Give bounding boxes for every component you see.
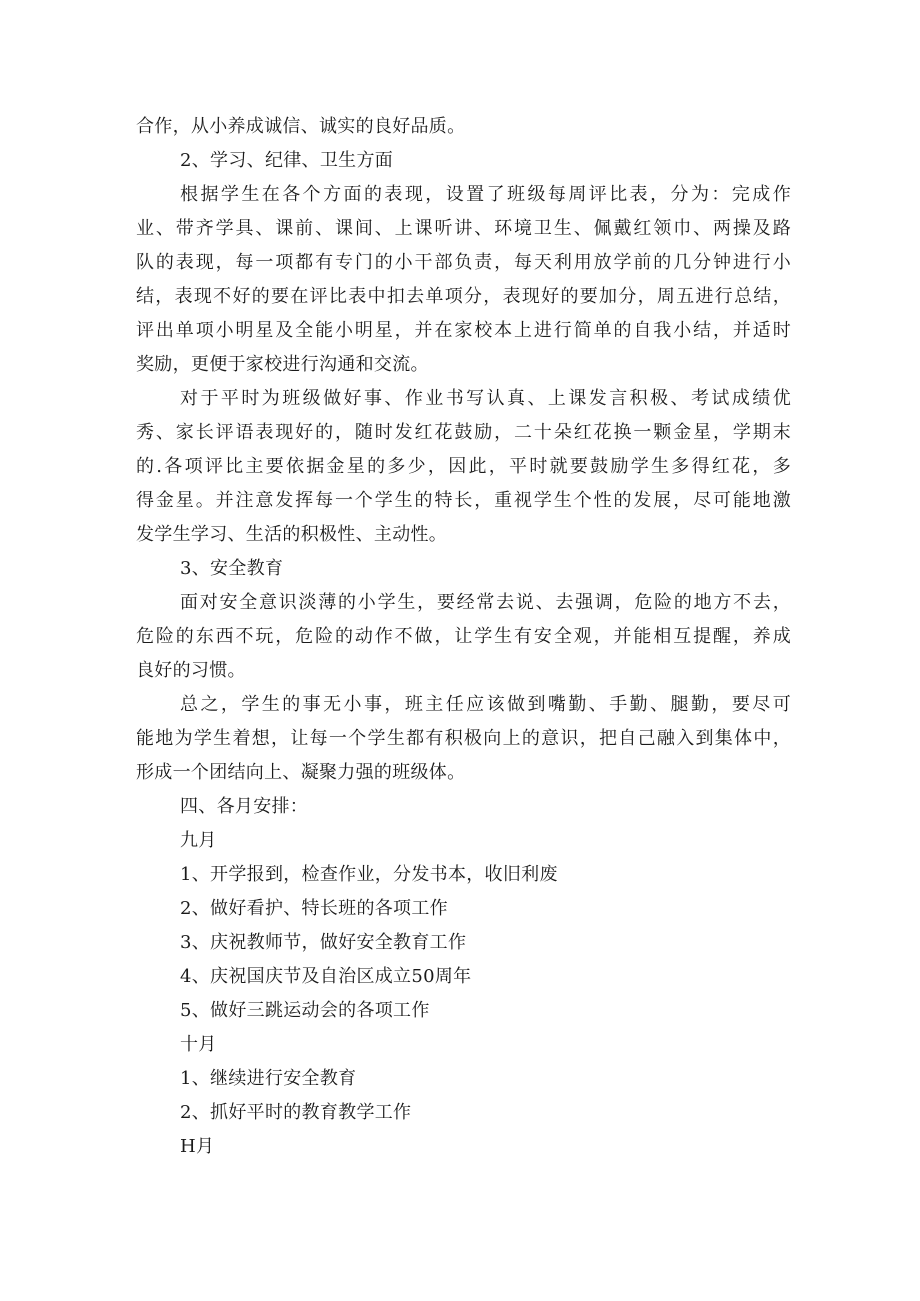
paragraph-line: 总之，学生的事无小事，班主任应该做到嘴勤、手勤、腿勤，要尽可 — [180, 694, 791, 715]
paragraph-line: 发学生学习、生活的积极性、主动性。 — [136, 524, 448, 545]
section-heading-study-discipline: 2、学习、纪律、卫生方面 — [180, 150, 394, 171]
paragraph-line: 奖励，更便于家校进行沟通和交流。 — [136, 354, 429, 375]
list-item: 1、开学报到，检查作业，分发书本，收旧利废 — [180, 864, 558, 885]
paragraph-line: 面对安全意识淡薄的小学生，要经常去说、去强调，危险的地方不去， — [180, 592, 791, 613]
paragraph-line: 队的表现，每一项都有专门的小干部负责，每天利用放学前的几分钟进行小 — [136, 252, 791, 273]
paragraph-line: 能地为学生着想，让每一个学生都有积极向上的意识，把自己融入到集体中， — [136, 728, 791, 749]
paragraph-line: 业、带齐学具、课前、课间、上课听讲、环境卫生、佩戴红领巾、两操及路 — [136, 218, 791, 239]
paragraph-line: 秀、家长评语表现好的，随时发红花鼓励，二十朵红花换一颗金星，学期末 — [136, 422, 791, 443]
paragraph-line: 根据学生在各个方面的表现，设置了班级每周评比表，分为：完成作 — [180, 184, 791, 205]
paragraph-line: 危险的东西不玩，危险的动作不做，让学生有安全观，并能相互提醒，养成 — [136, 626, 791, 647]
month-heading-september: 九月 — [180, 830, 217, 851]
list-item: 1、继续进行安全教育 — [180, 1068, 357, 1089]
paragraph-line: 形成一个团结向上、凝聚力强的班级体。 — [136, 762, 466, 783]
list-item: 2、做好看护、特长班的各项工作 — [180, 898, 448, 919]
list-item: 2、抓好平时的教育教学工作 — [180, 1102, 412, 1123]
paragraph-line: 的.各项评比主要依据金星的多少，因此，平时就要鼓励学生多得红花，多 — [136, 456, 791, 477]
list-item: 4、庆祝国庆节及自治区成立50周年 — [180, 966, 472, 987]
paragraph-line: 合作，从小养成诚信、诚实的良好品质。 — [136, 116, 466, 137]
list-item: 5、做好三跳运动会的各项工作 — [180, 1000, 430, 1021]
document-body — [136, 110, 791, 1164]
month-heading-november: H月 — [180, 1136, 215, 1157]
paragraph-line: 评出单项小明星及全能小明星，并在家校本上进行简单的自我小结，并适时 — [136, 320, 791, 341]
month-heading-october: 十月 — [180, 1034, 217, 1055]
paragraph-line: 良好的习惯。 — [136, 660, 246, 681]
section-heading-safety: 3、安全教育 — [180, 558, 284, 579]
paragraph-line: 结，表现不好的要在评比表中扣去单项分，表现好的要加分，周五进行总结， — [136, 286, 791, 307]
paragraph-line: 得金星。并注意发挥每一个学生的特长，重视学生个性的发展，尽可能地激 — [136, 490, 791, 511]
section-heading-monthly-plan: 四、各月安排： — [180, 796, 309, 817]
list-item: 3、庆祝教师节，做好安全教育工作 — [180, 932, 467, 953]
paragraph-line: 对于平时为班级做好事、作业书写认真、上课发言积极、考试成绩优 — [180, 388, 791, 409]
